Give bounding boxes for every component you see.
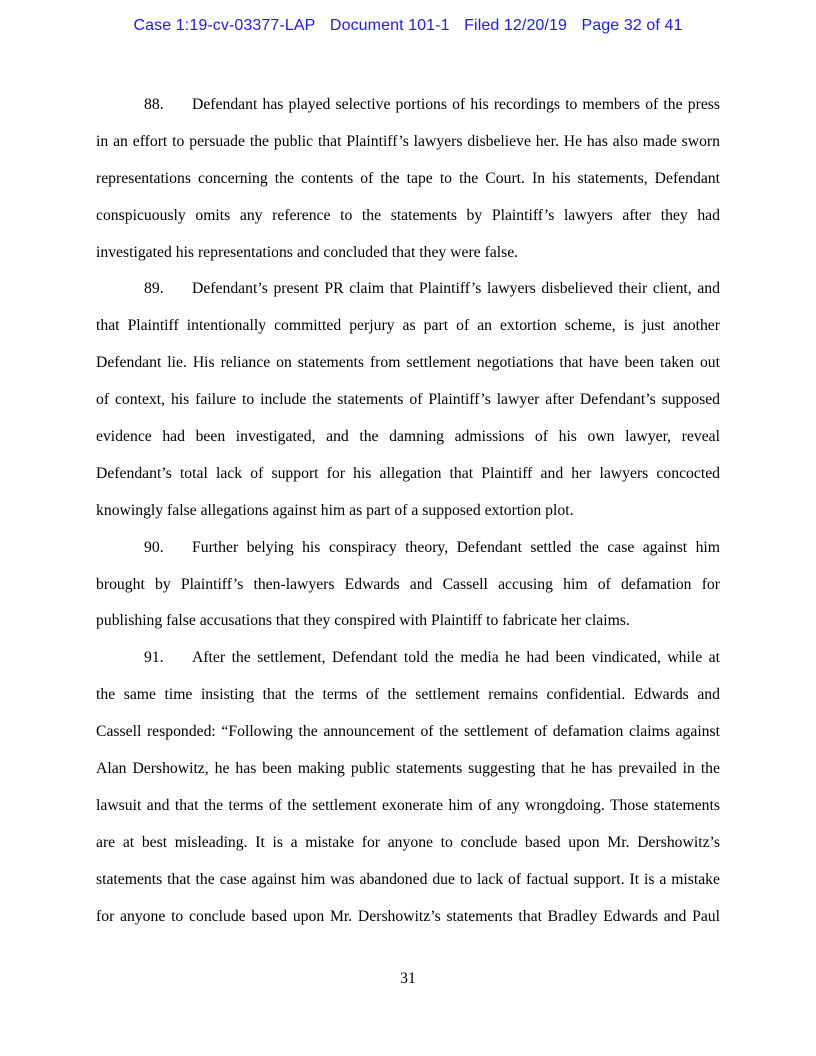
paragraph-88-line-1 — [96, 87, 720, 124]
paragraph-89-line-4: of context, his failure to include the statements of Plaintiff’s lawyer after Defendant’s supposed — [96, 391, 720, 409]
paragraph-number: 91. — [144, 649, 164, 667]
case-header — [0, 17, 816, 35]
paragraph-89-line-7: knowingly false allegations against him as part of a supposed extortion plot. — [96, 501, 574, 519]
line-text: Further belying his conspiracy theory, Defendant settled the case against him — [192, 538, 720, 556]
paragraph-91-line-6: are at best misleading. It is a mistake for anyone to conclude based upon Mr. Dershowitz’s — [96, 833, 720, 851]
line-text: Defendant’s present PR claim that Plaintiff’s lawyers disbelieved their client, and — [192, 280, 720, 298]
case-number: Case 1:19-cv-03377-LAP — [133, 17, 316, 34]
document-number: Document 101-1 — [329, 17, 450, 34]
page-number: 31 — [400, 970, 416, 987]
paragraph-89-line-3: Defendant lie. His reliance on statements from settlement negotiations that have been taken out — [96, 354, 720, 372]
paragraph-91-line-3: Cassell responded: “Following the announcement of the settlement of defamation claims against — [96, 723, 720, 741]
paragraph-91-line-2: the same time insisting that the terms of the settlement remains confidential. Edwards and — [96, 686, 720, 704]
page-of: Page 32 of 41 — [581, 17, 683, 34]
document-body — [96, 87, 720, 935]
paragraph-number: 89. — [144, 280, 164, 298]
paragraph-89-line-5: evidence had been investigated, and the damning admissions of his own lawyer, reveal — [96, 428, 720, 446]
paragraph-89-line-6: Defendant’s total lack of support for his allegation that Plaintiff and her lawyers concocted — [96, 464, 720, 482]
paragraph-91-line-7: statements that the case against him was abandoned due to lack of factual support. It is a mistake — [96, 870, 720, 888]
line-text: Defendant has played selective portions of his recordings to members of the press — [192, 96, 720, 113]
filed-date: Filed 12/20/19 — [464, 17, 567, 34]
paragraph-number: 90. — [144, 538, 164, 556]
paragraph-91-line-5: lawsuit and that the terms of the settlement exonerate him of any wrongdoing. Those statements — [96, 796, 720, 814]
paragraph-90-line-3: publishing false accusations that they conspired with Plaintiff to fabricate her claims. — [96, 612, 630, 630]
paragraph-89-line-2: that Plaintiff intentionally committed perjury as part of an extortion scheme, is just another — [96, 317, 720, 335]
paragraph-89-line-1 — [96, 271, 720, 308]
paragraph-88-line-5: investigated his representations and concluded that they were false. — [96, 243, 519, 261]
paragraph-88-line-2: in an effort to persuade the public that Plaintiff’s lawyers disbelieve her. He has also made sworn — [96, 132, 720, 150]
paragraph-88-line-4: conspicuously omits any reference to the statements by Plaintiff’s lawyers after they had — [96, 206, 720, 224]
paragraph-91-line-8: for anyone to conclude based upon Mr. Dershowitz’s statements that Bradley Edwards and Paul — [96, 907, 720, 925]
paragraph-91-line-1 — [96, 640, 720, 677]
paragraph-88-line-3: representations concerning the contents of the tape to the Court. In his statements, Defendant — [96, 169, 720, 187]
line-text: After the settlement, Defendant told the media he had been vindicated, while at — [192, 649, 720, 667]
paragraph-90-line-1 — [96, 530, 720, 567]
paragraph-91-line-4: Alan Dershowitz, he has been making public statements suggesting that he has prevailed in the — [96, 760, 720, 778]
paragraph-90-line-2: brought by Plaintiff’s then-lawyers Edwards and Cassell accusing him of defamation for — [96, 575, 720, 593]
paragraph-number: 88. — [144, 96, 164, 113]
